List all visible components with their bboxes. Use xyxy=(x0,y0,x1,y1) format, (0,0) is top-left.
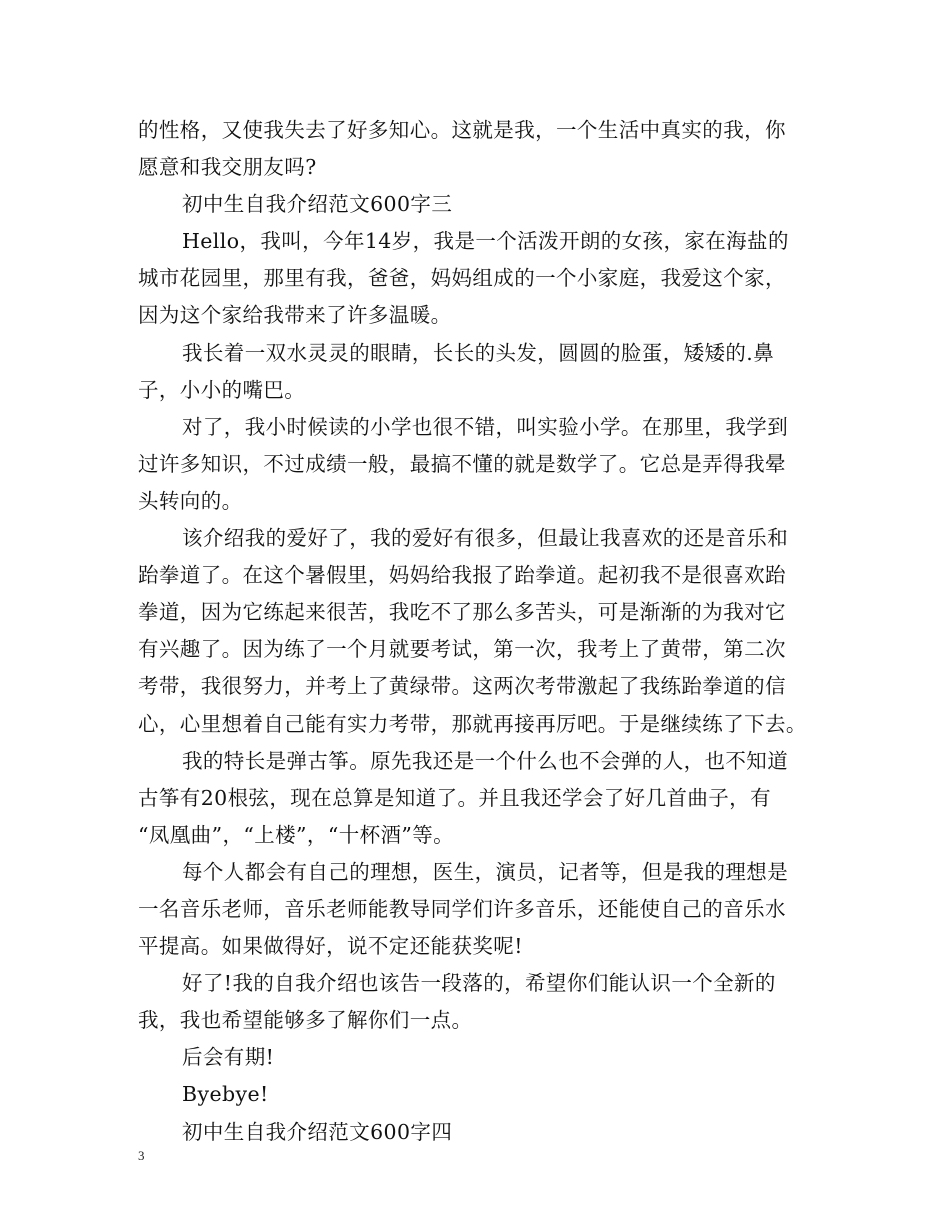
text-line: 头转向的。 xyxy=(138,488,243,513)
text-line: 心，心里想着自己能有实力考带，那就再接再厉吧。于是继续练了下去。 xyxy=(138,711,807,736)
text-line: 因为这个家给我带来了许多温暖。 xyxy=(138,303,452,328)
text-line: 愿意和我交朋友吗? xyxy=(138,155,317,180)
text-line: 后会有期! xyxy=(182,1045,275,1070)
text-line: 每个人都会有自己的理想，医生，演员，记者等，但是我的理想是 xyxy=(182,859,789,884)
text-line: 初中生自我介绍范文600字三 xyxy=(182,192,453,217)
text-line: 平提高。如果做得好，说不定还能获奖呢! xyxy=(138,934,523,959)
document-body xyxy=(138,112,828,1151)
text-line: 我，我也希望能够多了解你们一点。 xyxy=(138,1008,473,1033)
text-line: 考带，我很努力，并考上了黄绿带。这两次考带激起了我练跆拳道的信 xyxy=(138,674,786,699)
text-line: 拳道，因为它练起来很苦，我吃不了那么多苦头，可是渐渐的为我对它 xyxy=(138,600,786,625)
text-line: 有兴趣了。因为练了一个月就要考试，第一次，我考上了黄带，第二次 xyxy=(138,637,786,662)
text-line: “凤凰曲”，“上楼”，“十杯酒”等。 xyxy=(138,822,455,847)
text-line: 我长着一双水灵灵的眼睛，长长的头发，圆圆的脸蛋，矮矮的.鼻 xyxy=(182,340,775,365)
text-line: 的性格，又使我失去了好多知心。这就是我，一个生活中真实的我，你 xyxy=(138,118,786,142)
text-line: 一名音乐老师，音乐老师能教导同学们许多音乐，还能使自己的音乐水 xyxy=(138,896,786,921)
text-line: Hello，我叫，今年14岁，我是一个活泼开朗的女孩，家在海盐的 xyxy=(182,229,789,254)
page-number: 3 xyxy=(138,1148,145,1163)
text-line: 子，小小的嘴巴。 xyxy=(138,377,306,402)
text-line: 对了，我小时候读的小学也很不错，叫实验小学。在那里，我学到 xyxy=(182,414,789,439)
text-line: 城市花园里，那里有我，爸爸，妈妈组成的一个小家庭，我爱这个家， xyxy=(138,266,786,291)
text-line: 过许多知识，不过成绩一般，最搞不懂的就是数学了。它总是弄得我晕 xyxy=(138,451,786,476)
text-line: 古筝有20根弦，现在总算是知道了。并且我还学会了好几首曲子，有 xyxy=(138,785,771,810)
text-line: 跆拳道了。在这个暑假里，妈妈给我报了跆拳道。起初我不是很喜欢跆 xyxy=(138,563,786,588)
text-line: 好了!我的自我介绍也该告一段落的，希望你们能认识一个全新的 xyxy=(182,971,776,996)
text-line: 该介绍我的爱好了，我的爱好有很多，但最让我喜欢的还是音乐和 xyxy=(182,526,789,551)
text-line: 初中生自我介绍范文600字四 xyxy=(182,1119,453,1144)
text-line: 我的特长是弹古筝。原先我还是一个什么也不会弹的人，也不知道 xyxy=(182,748,789,773)
text-line: Byebye! xyxy=(182,1082,269,1107)
